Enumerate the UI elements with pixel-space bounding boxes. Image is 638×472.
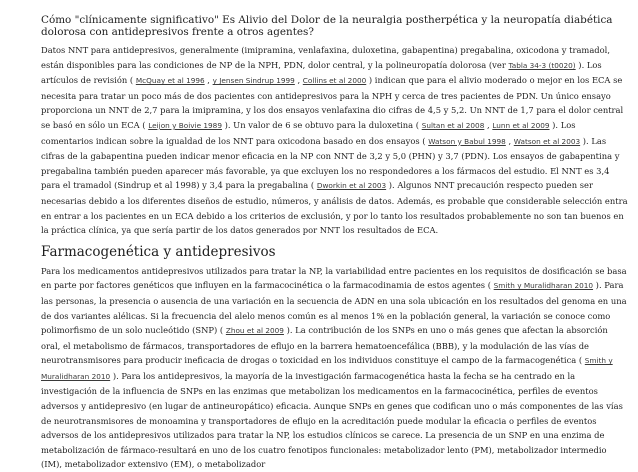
citation-link[interactable]: McQuay et al 1996 (135, 76, 205, 86)
citation-link[interactable]: Leijon y Boivie 1989 (148, 120, 222, 130)
citation-link[interactable]: Dworkin et al 2003 (316, 181, 387, 191)
citation-link[interactable]: Lunn et al 2009 (492, 120, 550, 130)
citation-link[interactable]: Sultan et al 2008 (421, 120, 485, 130)
text-run: ). La contribución de los SNPs en uno o más genes que afectan la absorción oral, el metabolismo de fármacos, transportadores de eflujo en la barrera hematoencefálica (BBB), y la modulación de las vías de neurotransmisores para producir ineficacia de drogas o toxicidad en los individuos constituye el campo de la farmacogenética ( (41, 325, 608, 366)
citation-link[interactable]: Watson et al 2003 (513, 136, 581, 146)
text-run: ). Un valor de 6 se obtuvo para la duloxetina ( (221, 119, 422, 130)
citation-link[interactable]: Watson y Babul 1998 (428, 136, 506, 146)
citation-link[interactable]: Collins et al 2000 (302, 76, 367, 86)
table-ref-link[interactable]: Tabla 34-3 (t0020) (508, 60, 576, 70)
nnt-paragraph (41, 43, 628, 238)
text-run: ). Los artículos de revisión ( (41, 59, 602, 86)
question-heading: Cómo "clínicamente significativo" Es Alivio del Dolor de la neuralgia postherpética y la neuropatía diabética dolorosa con antidepresivos frente a otros agentes? (41, 14, 613, 38)
citation-link[interactable]: Smith y Muralidharan 2010 (493, 281, 594, 291)
text-run: ). Las cifras de la gabapentina pueden indicar menor eficacia en la NP con NNT de 3,2 y 5,0 (PHN) y 3,7 (PDN). Los ensayos de gabapentina y pregabalina también pueden aparecer más favorable, ya que excluyen los no respondedores a los fármacos del estudio. El NNT es 3,4 para el tramadol (Sindrup et al 1998) y 3,4 para la pregabalina ( (41, 135, 620, 191)
text-run: ) indican que para el alivio moderado o mejor en los ECA se necesita para tratar un poco más de dos pacientes con antidepresivos para la NPH y cerca de tres pacientes de PDN. Un único ensayo proporciona un NNT de 2,7 para la imipramina, y los dos ensayos venlafaxina dio cifras de 4,5 y 5,2. Un NNT de 1,7 para el dolor central se basó en sólo un ECA ( (41, 75, 624, 130)
text-run: ). Para los antidepresivos, la mayoría de la investigación farmacogenética hasta la fecha se ha centrado en la investigación de la influencia de SNPs en las enzimas que metabolizan los medicamentos en la farmacocinética, perfiles de eventos adversos y antidepresivo (en lugar de antineuropático) eficacia. Aunque SNPs en genes que codifican uno o más componentes de las vías de neurotransmisores de monoamina y transportadores de eflujo en la acreditación puede modular la eficacia o perfiles de eventos adversos de los antidepresivos utilizados para tratar la NP, los estudios clínicos se carece. La presencia de un SNP en una enzima de metabolización de fármaco-resultará en uno de los cuatro fenotipos funcionales: metabolizador lento (PM), metabolizador intermedio (IM), metabolizador extensivo (EM), o metabolizador (41, 370, 623, 470)
text-run: Para los medicamentos antidepresivos utilizados para tratar la NP, la variabilidad entre pacientes en los requisitos de dosificación se basa en parte por factores genéticos que influyen en la farmacocinética o la farmacodinamia de estos agentes ( (41, 265, 627, 291)
citation-link[interactable]: y Jensen Sindrup 1999 (212, 76, 295, 86)
text-run: , (204, 75, 213, 86)
text-run: Datos NNT para antidepresivos, generalmente (imipramina, venlafaxina, duloxetina, gabapentina) pregabalina, oxicodona y tramadol, están disponibles para las condiciones de NP de la NPH, PDN, dolor central, y la polineuropatía dolorosa (ver (41, 45, 610, 70)
text-run: , (505, 135, 514, 146)
text-run: , (484, 119, 493, 130)
text-run: , (294, 75, 303, 86)
text-run: ). Los comentarios indican sobre la igualdad de los NNT para oxicodona basado en dos ensayos ( (41, 119, 576, 146)
section-heading: Farmacogenética y antidepresivos (41, 243, 276, 260)
pharmacogenetics-paragraph (41, 264, 628, 472)
text-run: ). Para las personas, la presencia o ausencia de una variación en la secuencia de ADN en una sola ubicación en los resultados del genoma en una de dos variantes alélicas. Si la frecuencia del alelo menos común es al menos 1% en la población general, la variación se conoce como polimorfismo de un solo nucleótido (SNP) ( (41, 280, 627, 336)
text-run: ). Algunos NNT precaución respecto pueden ser necesarias debido a los diferentes diseños de estudio, números, y análisis de datos. Además, es probable que considerable selección entra en entrar a los pacientes en un ECA debido a los criterios de exclusión, y por lo tanto los resultados probablemente no son tan buenos en la práctica clínica, ya que sería partir de los datos generados por NNT los resultados de ECA. (41, 180, 628, 236)
citation-link[interactable]: Smith y Muralidharan 2010 (41, 356, 613, 381)
citation-link[interactable]: Zhou et al 2009 (225, 326, 284, 336)
